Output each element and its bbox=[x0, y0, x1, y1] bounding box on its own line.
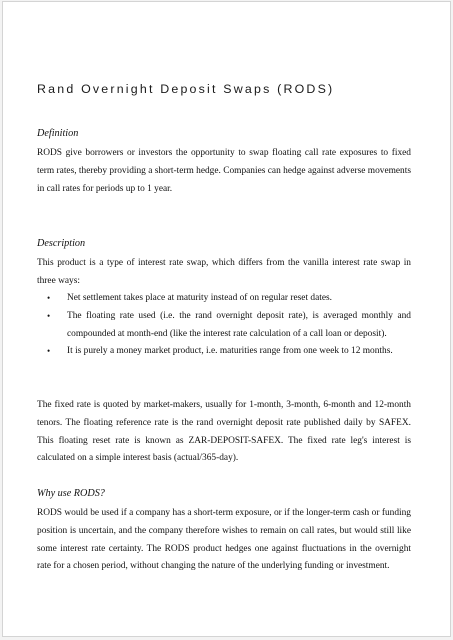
list-item bbox=[37, 308, 411, 344]
bullet-icon: • bbox=[47, 346, 51, 357]
bullet-icon: • bbox=[47, 293, 51, 303]
description-bullet-list bbox=[37, 290, 411, 361]
document-page bbox=[2, 1, 451, 637]
bullet-icon: • bbox=[47, 310, 51, 321]
page-title: Rand Overnight Deposit Swaps (RODS) bbox=[37, 82, 335, 96]
list-item-text: It is purely a money market product, i.e. maturities range from one week to 12 months. bbox=[67, 346, 393, 357]
section-heading-definition: Definition bbox=[37, 128, 79, 139]
list-item-text: Net settlement takes place at maturity instead of on regular reset dates. bbox=[67, 293, 333, 303]
list-item-text: The floating rate used (i.e. the rand overnight deposit rate), is averaged monthly and compounded at month-end (like the interest rate calculation of a call loan or deposit). bbox=[67, 310, 411, 339]
section-heading-description: Description bbox=[37, 238, 86, 249]
why-use-paragraph: RODS would be used if a company has a short-term exposure, or if the longer-term cash or funding position is uncertain, and the company therefore wishes to remain on call rates, but would still like some interest rate certainty. The RODS product hedges one against fluctuations in the overnight rate for a chosen period, without changing the nature of the underlying funding or investment. bbox=[37, 508, 411, 572]
section-heading-why-use-rods: Why use RODS? bbox=[37, 488, 105, 499]
list-item bbox=[37, 290, 411, 308]
description-intro: This product is a type of interest rate swap, which differs from the vanilla interest rate swap in three ways: bbox=[37, 258, 411, 286]
list-item bbox=[37, 343, 411, 361]
description-details-paragraph: The fixed rate is quoted by market-makers, usually for 1-month, 3-month, 6-month and 12-month tenors. The floating reference rate is the rand overnight deposit rate published daily by SAFEX. This floating reset rate is known as ZAR-DEPOSIT-SAFEX. The fixed rate leg's interest is calculated on a simple interest basis (actual/365-day). bbox=[37, 400, 411, 464]
definition-paragraph: RODS give borrowers or investors the opportunity to swap floating call rate exposures to fixed term rates, thereby providing a short-term hedge. Companies can hedge against adverse movements in call rates for periods up to 1 year. bbox=[37, 148, 411, 194]
